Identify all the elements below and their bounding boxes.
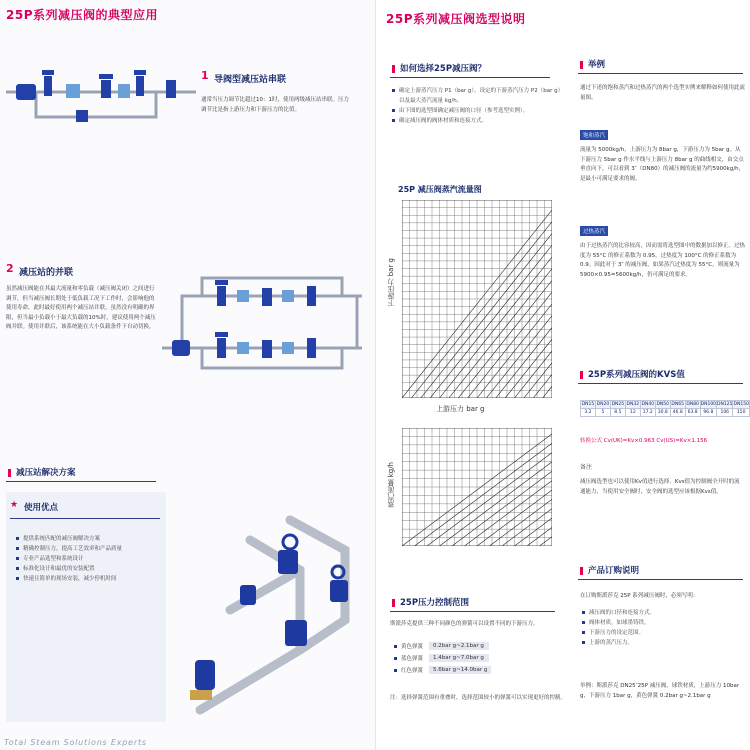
list-item: 上游的蒸汽压力。 bbox=[582, 638, 742, 648]
control-range-note: 注：选择弹簧范围有重叠时，选择范围较小的弹簧可以实现更好的控制。 bbox=[390, 695, 567, 701]
list-item: 确定减压阀的阀体材质和连接方式。 bbox=[392, 116, 567, 126]
kvs-value-cell: 8.5 bbox=[610, 409, 625, 417]
bullet-icon bbox=[394, 669, 397, 672]
kvs-size-cell: DN40 bbox=[641, 402, 655, 407]
list-item: 由下图的选型图确定减压阀的口径（参考选型实例）。 bbox=[392, 106, 567, 116]
kvs-value-cell: 106 bbox=[717, 409, 733, 417]
order-list bbox=[582, 608, 742, 648]
note-title: 备注 bbox=[580, 464, 593, 471]
bullet-icon bbox=[394, 657, 397, 660]
list-item: 精确控制压力，提高工艺效率和产品质量 bbox=[16, 544, 164, 554]
kvs-table bbox=[580, 400, 750, 417]
series-station-diagram bbox=[6, 62, 198, 132]
spring-row-red bbox=[394, 664, 491, 676]
kvs-value-cell: 63.8 bbox=[685, 409, 700, 417]
advantages-list bbox=[16, 534, 164, 584]
right-page bbox=[375, 0, 750, 750]
kvs-size-cell: DN25 bbox=[611, 402, 625, 407]
kvs-value-cell: 17.2 bbox=[640, 409, 655, 417]
solutions-title: 减压站解决方案 bbox=[6, 466, 156, 480]
kvs-size-cell: DN50 bbox=[656, 402, 670, 407]
control-range-title: 25P压力控制范围 bbox=[390, 596, 555, 610]
kvs-size-cell: DN80 bbox=[686, 402, 699, 407]
kvs-title: 25P系列减压阀的KVS值 bbox=[578, 368, 743, 382]
spring-range: 1.4bar g~7.0bar g bbox=[429, 654, 489, 662]
section-2-title: 减压站的并联 bbox=[19, 268, 74, 278]
how-to-select-title: 如何选择25P减压阀？ bbox=[390, 62, 550, 76]
kvs-size-cell: DN150 bbox=[733, 402, 749, 407]
spring-row-yellow bbox=[394, 640, 491, 652]
spring-list bbox=[394, 640, 491, 676]
chart-title: 25P 减压阀蒸汽流量图 bbox=[398, 185, 482, 194]
list-item: 快速且简单的现场安装，减少停机时间 bbox=[16, 574, 164, 584]
list-item: 减压阀的口径和连接方式。 bbox=[582, 608, 742, 618]
spring-name: 红色弹簧 bbox=[401, 668, 424, 674]
section-2-number: 2 bbox=[6, 262, 14, 275]
order-example: 举例：斯派莎克 DN25″25P 减压阀，球铁材质，上游压力 10bar g，下游压力 1bar g，黄色弹簧 0.2bar g~2.1bar g bbox=[580, 683, 740, 699]
flow-chart-upper bbox=[402, 200, 552, 398]
list-item: 确定上游蒸汽压力 P1（bar g），设定的下游蒸汽压力 P2（bar g）以及最大蒸汽流量 kg/h。 bbox=[392, 86, 567, 106]
kvs-value-cell: 46.8 bbox=[670, 409, 685, 417]
divider bbox=[10, 518, 160, 519]
bullet-icon bbox=[394, 645, 397, 648]
kvs-size-cell: DN32 bbox=[626, 402, 640, 407]
star-icon: ★ bbox=[10, 500, 19, 510]
right-page-title: 25P系列减压阀选型说明 bbox=[386, 12, 526, 26]
kvs-values-row bbox=[581, 409, 750, 417]
superheated-steam-tag: 过热蒸汽 bbox=[580, 226, 608, 236]
kvs-value-cell: 150 bbox=[733, 409, 750, 417]
list-item: 专业产品选型和系统设计 bbox=[16, 554, 164, 564]
example-title: 举例 bbox=[578, 58, 743, 72]
kvs-size-cell: DN125 bbox=[717, 402, 733, 407]
parallel-station-diagram bbox=[162, 268, 367, 388]
control-range-text: 斯派莎克提供三种不同颜色的弹簧可以设置不同的下游压力。 bbox=[390, 621, 539, 627]
section-1-text: 通常当压力调节比超过10：1时，使用两级减压站串联。压力调节比是指上游压力和下游压力的比值。 bbox=[201, 97, 349, 113]
kvs-size-cell: DN100 bbox=[700, 402, 717, 407]
list-item: 下游压力的设定范围。 bbox=[582, 628, 742, 638]
saturated-steam-tag: 饱和蒸汽 bbox=[580, 130, 608, 140]
section-1-number: 1 bbox=[201, 69, 209, 82]
section-1-title: 导阀型减压站串联 bbox=[214, 75, 287, 85]
kvs-size-cell: DN65 bbox=[671, 402, 684, 407]
section-2-text: 虽然减压阀能在其最大流量和零负载（减压阀关闭）之间进行调节，但当减压阀长期处于低负载工况下工作时，会影响他的使用寿命，此时最好使用两个减压站并联。虽然没有明确的界限，但当最小负载小于最大负载的10%时，建议使用两个减压阀并联。使用并联后，该系统能在大小负载条件下自动切换。 bbox=[6, 286, 156, 330]
kvs-value-cell: 30.8 bbox=[655, 409, 670, 417]
list-item: 阀体材质，如球墨铸铁。 bbox=[582, 618, 742, 628]
advantages-panel bbox=[6, 492, 166, 722]
kvs-value-cell: 96.8 bbox=[700, 409, 716, 417]
list-item: 标准化设计和最优的安装配置 bbox=[16, 564, 164, 574]
kvs-value-cell: 3.2 bbox=[581, 409, 596, 417]
order-intro: 在订购斯派莎克 25P 系列减压阀时，必须写明： bbox=[580, 593, 699, 599]
note-text: 减压阀选型也可以使用Kv值进行选择。Kvs值为控制阀全开时的流通能力，当使用安全阀时，安全阀的选型应该根据Kvs值。 bbox=[580, 479, 740, 495]
station-3d-illustration bbox=[170, 490, 370, 725]
spring-row-blue bbox=[394, 652, 491, 664]
spring-range: 0.2bar g~2.1bar g bbox=[429, 642, 489, 650]
spring-name: 蓝色弹簧 bbox=[401, 656, 424, 662]
kvs-sizes-row bbox=[581, 401, 750, 409]
advantages-title: 使用优点 bbox=[24, 503, 59, 513]
order-title: 产品订购说明 bbox=[578, 564, 743, 578]
spring-name: 黄色弹簧 bbox=[401, 644, 424, 650]
chart2-y-label: 蒸汽流量 kg/h bbox=[387, 462, 395, 508]
chart-x-label: 上游压力 bar g bbox=[436, 405, 485, 413]
kvs-size-cell: DN15 bbox=[581, 402, 595, 407]
superheated-steam-text: 由于过热蒸汽的比容较高，因而需将选型图中的数据加以修正。过热度为 55°C 的修正系数为 0.95，过热度为 100°C 的修正系数为 0.9。因此对于 3″ 的减压阀，如果蒸汽过热度为 55°C，则流量为 5900×0.95=5600kg/h，仍可满足的要求。 bbox=[580, 243, 746, 278]
footer-slogan: Total Steam Solutions Experts bbox=[4, 738, 147, 747]
chart-y-label: 下游压力 bar g bbox=[387, 258, 395, 307]
kvs-size-cell: DN20 bbox=[596, 402, 610, 407]
kvs-formula: 转换公式 Cv(UK)=Kv×0.963 Cv(US)=Kv×1.156 bbox=[580, 438, 708, 444]
example-text: 通过下述的饱和蒸汽和过热蒸汽的两个选型实例来解释如何使用此流量图。 bbox=[580, 85, 746, 101]
how-to-select-list bbox=[392, 86, 567, 126]
list-item: 提供系统匹配的减压阀解决方案 bbox=[16, 534, 164, 544]
left-page-title: 25P系列减压阀的典型应用 bbox=[6, 8, 158, 22]
saturated-steam-text: 流量为 5000kg/h，上游压力为 8bar g，下游压力为 5bar g。从下游压力 5bar g 作水平线与上游压力 8bar g 的曲线相交，由交点垂直向下，可以看到 3″（DN80）的减压阀的流量为约5900kg/h，是最小可满足要求的阀。 bbox=[580, 147, 745, 182]
flow-chart-lower bbox=[402, 428, 552, 546]
spring-range: 5.6bar g~14.0bar g bbox=[429, 666, 491, 674]
kvs-value-cell: 5 bbox=[595, 409, 610, 417]
kvs-value-cell: 12 bbox=[625, 409, 640, 417]
